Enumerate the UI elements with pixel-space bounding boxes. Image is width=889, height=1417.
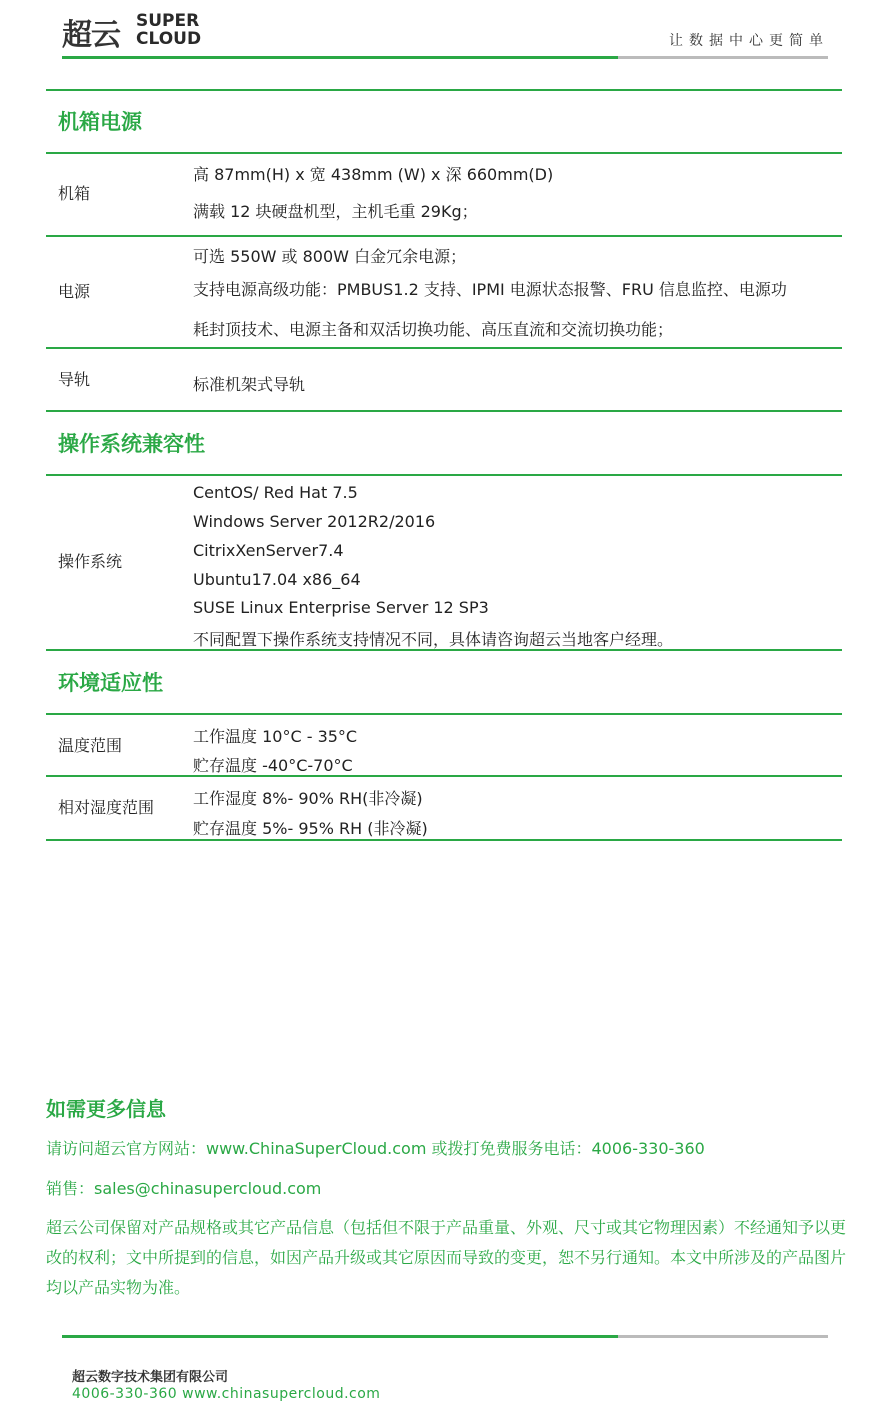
section-title-os: 操作系统兼容性 [58,432,205,456]
row-value-humidity-1: 工作湿度 8%- 90% RH(非冷凝) [193,789,423,808]
row-value-power-1: 可选 550W 或 800W 白金冗余电源； [193,247,467,266]
row-value-temp-2: 贮存温度 -40°C-70°C [193,756,353,775]
row-value-chassis-1: 高 87mm(H) x 宽 438mm (W) x 深 660mm(D) [193,165,554,184]
os-item: SUSE Linux Enterprise Server 12 SP3 [193,598,489,617]
row-label-chassis: 机箱 [58,184,91,203]
disclaimer: 超云公司保留对产品规格或其它产品信息（包括但不限于产品重量、外观、尺寸或其它物理因素）不经通知予以更改的权利；文中所提到的信息，如因产品升级或其它原因而导致的变更，恕不另行通知。本文中所涉及的产品图片均以产品实物为准。 [46,1218,847,1297]
section-title-chassis-power: 机箱电源 [58,110,142,134]
row-value-humidity-2: 贮存温度 5%- 95% RH (非冷凝) [193,819,428,838]
contact-visit: 请访问超云官方网站：www.ChinaSuperCloud.com 或拨打免费服务电话：4006-330-360 [46,1139,705,1158]
os-item: Windows Server 2012R2/2016 [193,512,436,531]
row-rule [46,152,842,154]
row-rule [46,235,842,237]
footer-rule-gray [618,1335,828,1338]
os-note: 不同配置下操作系统支持情况不同，具体请咨询超云当地客户经理。 [193,630,674,649]
row-label-temp: 温度范围 [58,736,123,755]
row-value-rail: 标准机架式导轨 [193,375,306,394]
row-label-os: 操作系统 [58,552,123,571]
row-rule [46,347,842,349]
contact-sales: 销售：sales@chinasupercloud.com [46,1179,322,1198]
row-label-humidity: 相对湿度范围 [58,798,155,817]
row-label-rail: 导轨 [58,370,91,389]
section-rule [46,839,842,841]
row-value-power-2: 支持电源高级功能：PMBUS1.2 支持、IPMI 电源状态报警、FRU 信息监控、电源功 [193,280,787,299]
os-item: CitrixXenServer7.4 [193,541,344,560]
logo [62,8,212,52]
section-rule [46,410,842,412]
logo-en-cloud: CLOUD [136,29,202,49]
footer-contact: 4006-330-360 www.chinasupercloud.com [72,1386,381,1402]
row-value-temp-1: 工作温度 10°C - 35°C [193,727,358,746]
row-value-chassis-2: 满载 12 块硬盘机型，主机毛重 29Kg； [193,202,478,221]
footer-rule-green [62,1335,618,1338]
slogan: 让数据中心更简单 [669,33,829,49]
logo-cn: 超云 [62,18,120,53]
os-item: CentOS/ Red Hat 7.5 [193,483,358,502]
row-rule [46,713,842,715]
contact-title: 如需更多信息 [46,1097,166,1121]
row-value-power-3: 耗封顶技术、电源主备和双活切换功能、高压直流和交流切换功能； [193,320,674,339]
os-item: Ubuntu17.04 x86_64 [193,570,361,589]
section-title-env: 环境适应性 [58,671,163,695]
section-rule [46,89,842,91]
row-label-power: 电源 [58,282,91,301]
logo-en-super: SUPER [136,11,200,31]
row-rule [46,775,842,777]
header-rule-green [62,56,618,59]
row-rule [46,474,842,476]
footer-company: 超云数字技术集团有限公司 [72,1370,229,1385]
section-rule [46,649,842,651]
header-rule-gray [618,56,828,59]
